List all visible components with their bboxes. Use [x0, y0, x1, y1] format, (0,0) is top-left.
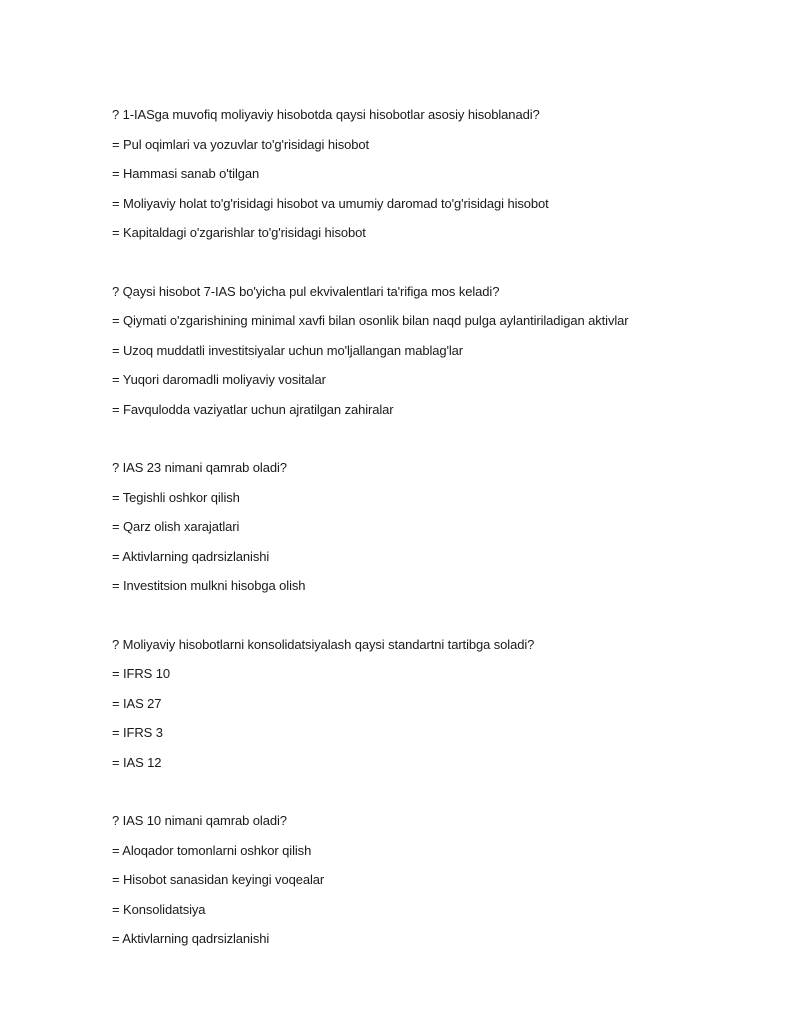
answer-option: = Tegishli oshkor qilish [112, 489, 240, 505]
answer-option: = Hammasi sanab o'tilgan [112, 166, 260, 181]
question-text: ? IAS 10 nimani qamrab oladi? [112, 813, 287, 828]
answer-option: = Kapitaldagi o'zgarishlar to'g'risidagi hisobot [112, 225, 366, 240]
answer-option: = Aloqador tomonlarni oshkor qilish [112, 842, 312, 858]
answer-option: = IAS 12 [112, 754, 162, 770]
question-text: ? Qaysi hisobot 7-IAS bo'yicha pul ekvivalentlari ta'rifiga mos keladi? [112, 283, 500, 299]
answer-option: = Investitsion mulkni hisobga olish [112, 578, 306, 593]
question-block [112, 277, 772, 425]
answer-option: = Pul oqimlari va yozuvlar to'g'risidagi hisobot [112, 136, 370, 152]
answer-option: = Aktivlarning qadrsizlanishi [112, 548, 270, 564]
answer-option: = Qiymati o'zgarishining minimal xavfi bilan osonlik bilan naqd pulga aylantiriladigan aktivlar [112, 313, 629, 328]
answer-option: = Aktivlarning qadrsizlanishi [112, 931, 270, 946]
answer-option: = Hisobot sanasidan keyingi voqealar [112, 872, 325, 887]
answer-option: = IFRS 3 [112, 725, 163, 740]
question-list [112, 100, 772, 983]
answer-option: = Qarz olish xarajatlari [112, 519, 240, 534]
question-text: ? Moliyaviy hisobotlarni konsolidatsiyalash qaysi standartni tartibga soladi? [112, 636, 535, 652]
question-block [112, 453, 772, 601]
answer-option: = Konsolidatsiya [112, 901, 206, 917]
answer-option: = IFRS 10 [112, 666, 170, 681]
answer-option: = IAS 27 [112, 695, 162, 711]
answer-option: = Favqulodda vaziyatlar uchun ajratilgan zahiralar [112, 401, 394, 417]
question-block [112, 806, 772, 954]
answer-option: = Yuqori daromadli moliyaviy vositalar [112, 372, 326, 387]
answer-option: = Moliyaviy holat to'g'risidagi hisobot va umumiy daromad to'g'risidagi hisobot [112, 195, 549, 211]
question-block [112, 100, 772, 248]
answer-option: = Uzoq muddatli investitsiyalar uchun mo'ljallangan mablag'lar [112, 342, 464, 358]
question-text: ? 1-IASga muvofiq moliyaviy hisobotda qaysi hisobotlar asosiy hisoblanadi? [112, 107, 540, 122]
question-block [112, 630, 772, 778]
question-text: ? IAS 23 nimani qamrab oladi? [112, 460, 287, 475]
